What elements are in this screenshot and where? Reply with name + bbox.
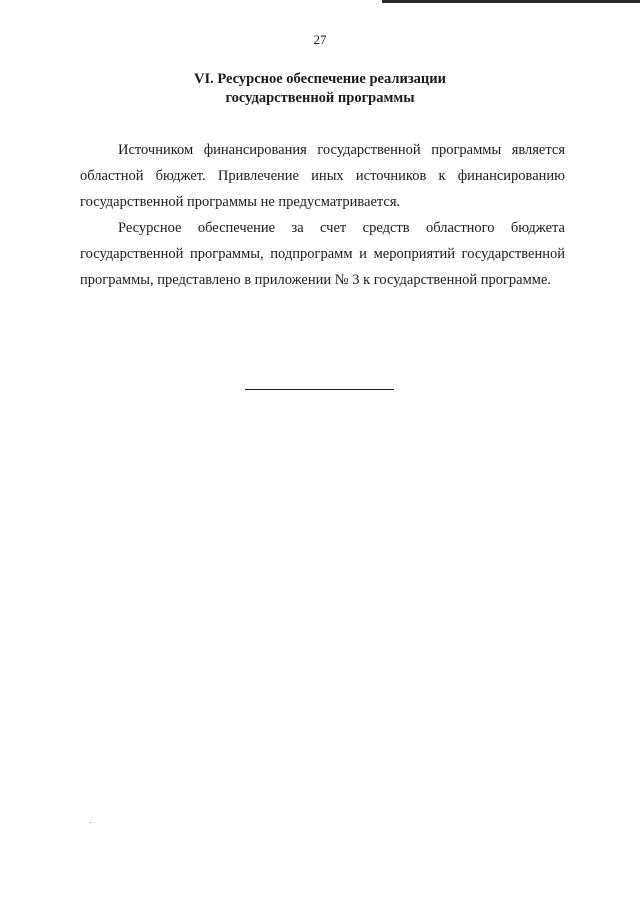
scan-edge-mark: [382, 0, 640, 3]
section-heading-line-1: VI. Ресурсное обеспечение реализации: [194, 71, 446, 87]
section-end-rule: [245, 389, 394, 390]
section-heading: [0, 70, 640, 108]
paragraph-resource-provision: Ресурсное обеспечение за счет средств областного бюджета государственной программы, подпрограмм и мероприятий государственной программы, представлено в приложении № 3 к государственной программе.: [80, 220, 565, 288]
paragraph-funding-source: Источником финансирования государственной программы является областной бюджет. Привлечение иных источников к финансированию государственной программы не предусматривается.: [80, 142, 565, 210]
section-heading-line-2: государственной программы: [225, 90, 415, 106]
scan-speck: [90, 822, 91, 823]
page-number: 27: [313, 32, 327, 47]
